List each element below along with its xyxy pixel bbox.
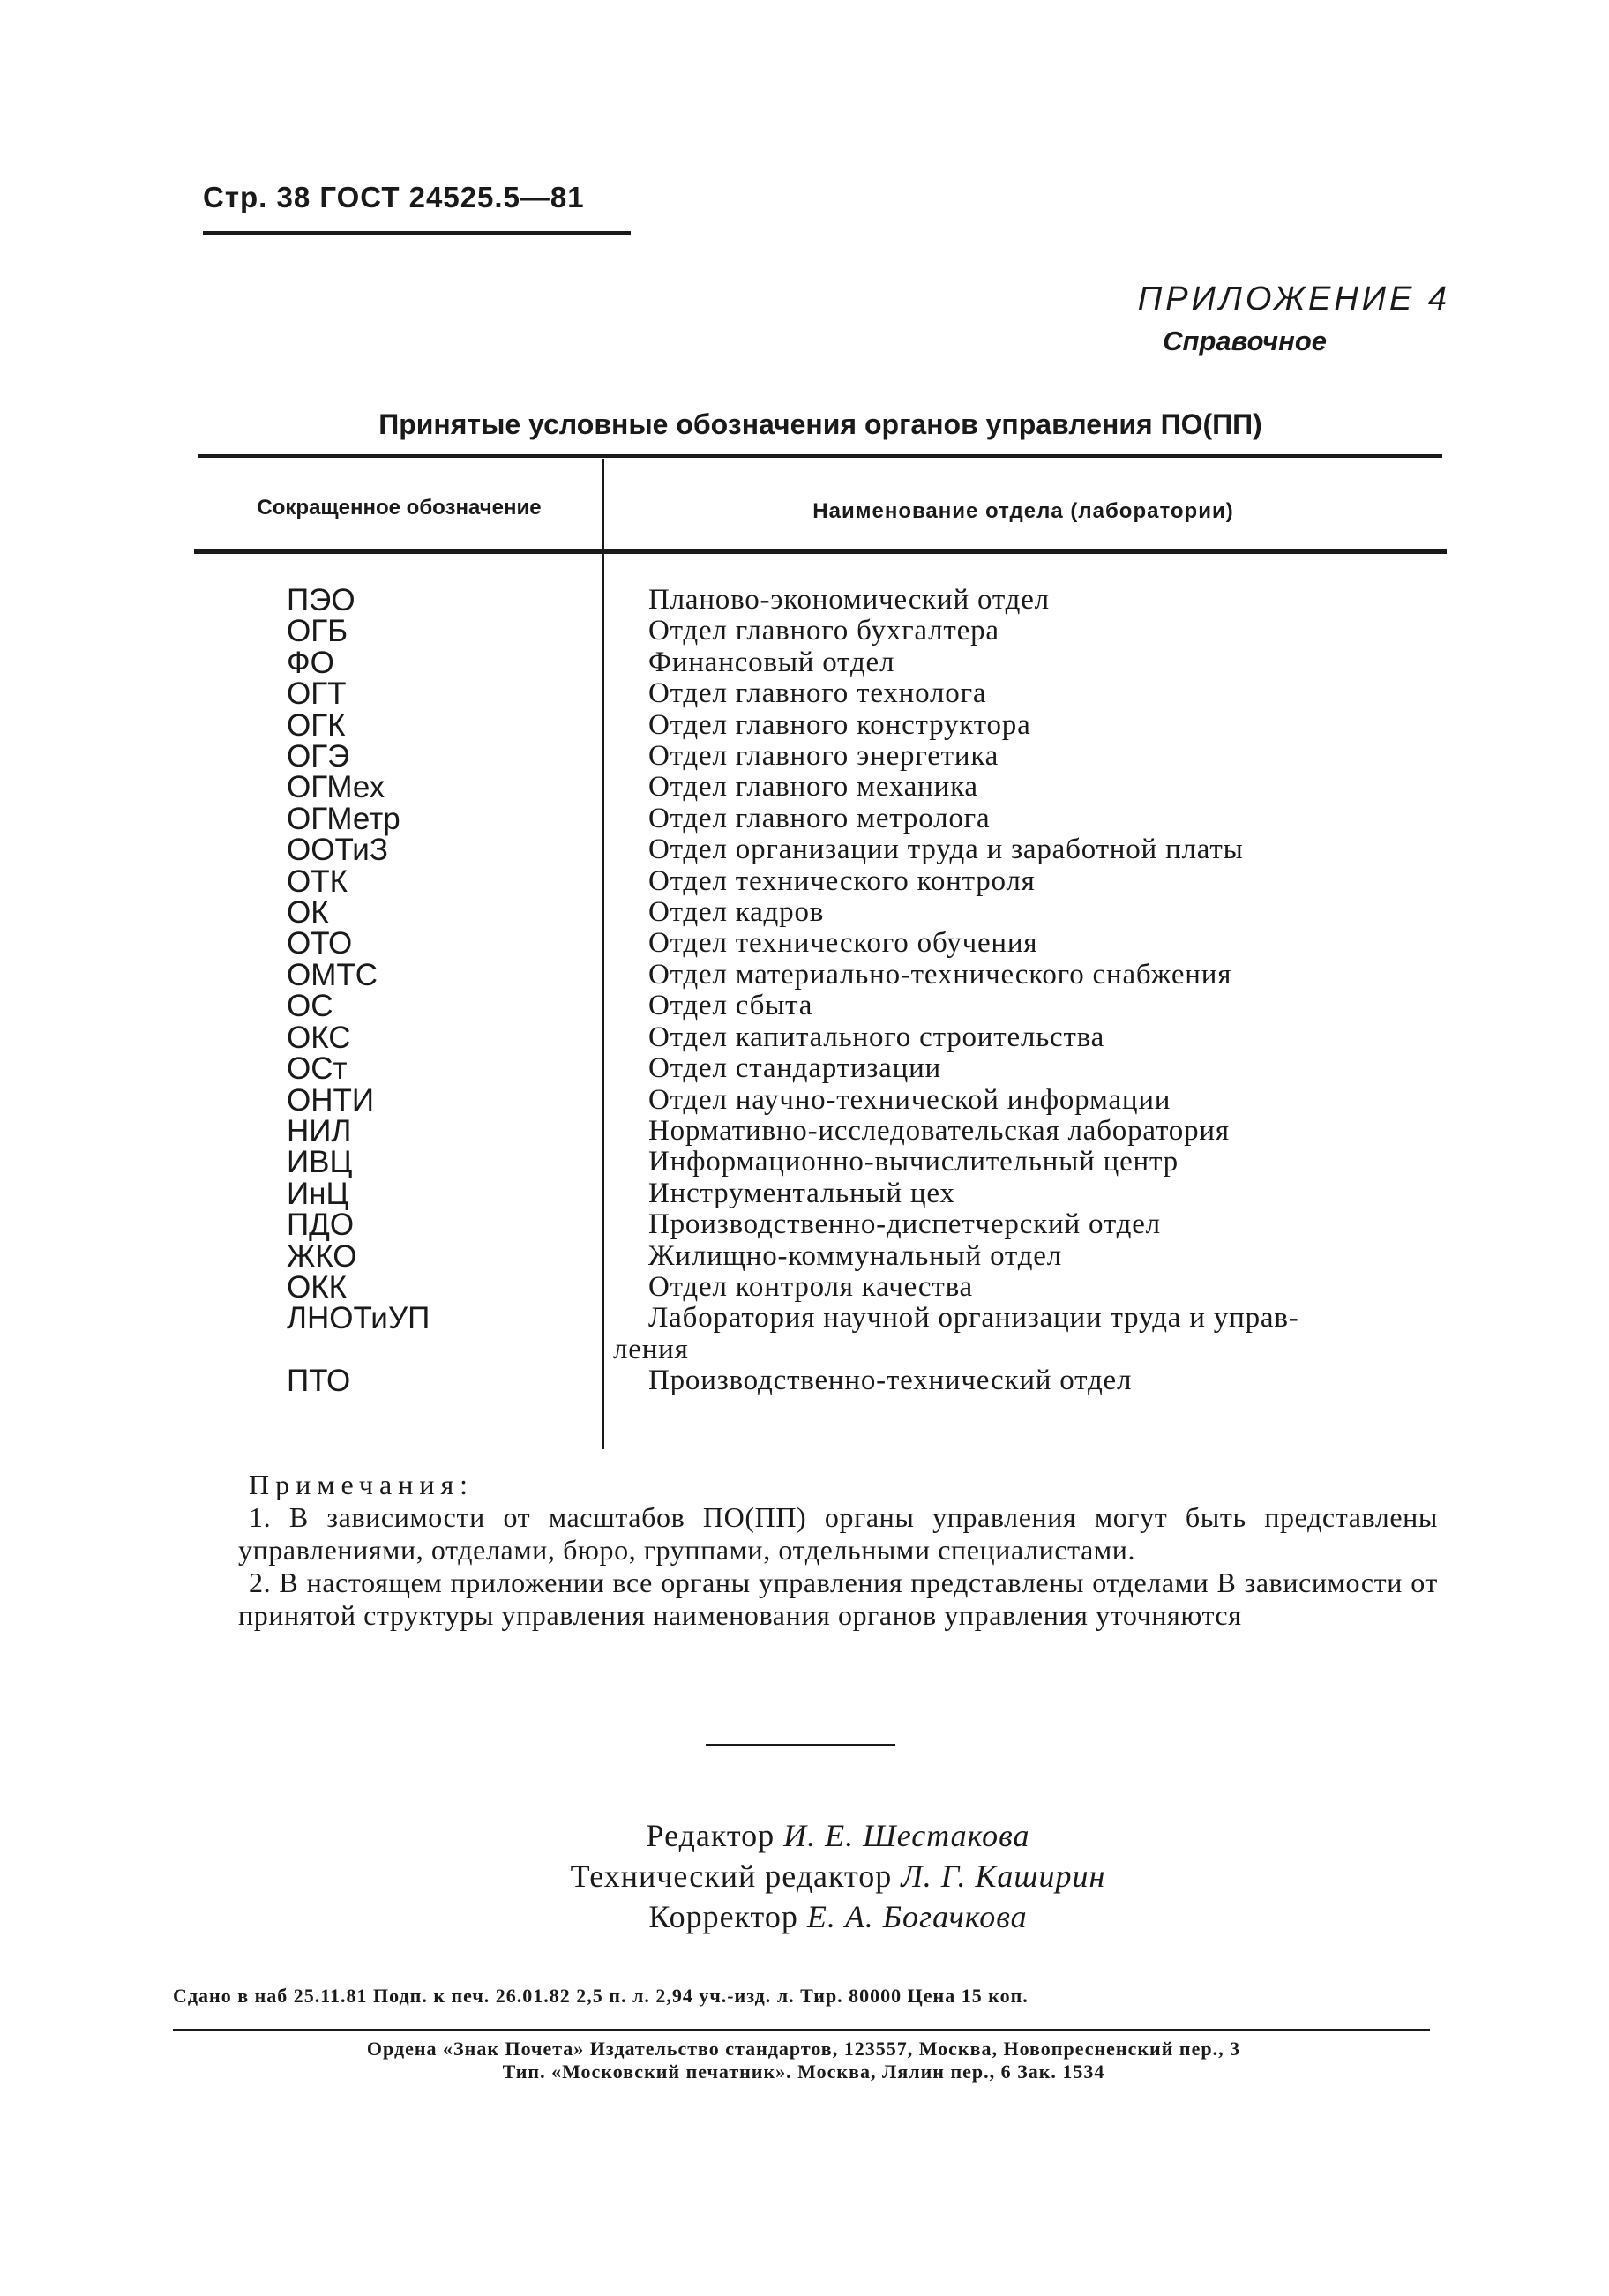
table-row xyxy=(198,928,1451,959)
table-row xyxy=(198,647,1451,678)
table-row xyxy=(198,1208,1451,1243)
table-title: Принятые условные обозначения органов управления ПО(ПП) xyxy=(378,408,1262,440)
notes-heading: Примечания: xyxy=(249,1469,475,1500)
abbr-cell: ИнЦ xyxy=(287,1176,349,1211)
note-item: 2. В настоящем приложении все органы управления представлены отделами В зависимости от принятой структуры управления наименования органов управления уточняются xyxy=(238,1567,1438,1631)
tech-editor-label: Технический редактор xyxy=(570,1858,893,1894)
name-line-1: Лаборатория научной организации труда и управ- xyxy=(648,1302,1299,1335)
abbr-cell: НИЛ xyxy=(287,1113,352,1148)
table-row xyxy=(198,1238,1451,1274)
table-row xyxy=(198,895,1451,931)
table-row xyxy=(198,616,1451,647)
table-row xyxy=(198,707,1451,743)
abbr-cell: ОМТС xyxy=(287,957,378,992)
abbr-cell: ИВЦ xyxy=(287,1145,353,1180)
abbr-cell: ОНТИ xyxy=(287,1082,375,1118)
table-row xyxy=(198,1303,1451,1365)
name-cell: Отдел главного бухгалтера xyxy=(648,615,999,647)
abbr-cell: ПЭО xyxy=(287,583,355,617)
notes-block xyxy=(238,1469,1438,1632)
editor-line xyxy=(441,1815,1235,1856)
credits-block xyxy=(441,1815,1235,1937)
name-cell: Производственно-диспетчерский отдел xyxy=(648,1208,1161,1241)
table-row xyxy=(198,1269,1451,1305)
abbr-cell: ПДО xyxy=(287,1208,355,1243)
abbr-cell: ФО xyxy=(287,645,334,680)
name-cell: Отдел главного механика xyxy=(648,771,978,804)
table-row xyxy=(198,1022,1451,1053)
page-header: Стр. 38 ГОСТ 24525.5—81 xyxy=(203,181,585,213)
table-row xyxy=(198,741,1451,772)
name-cell: Отдел главного конструктора xyxy=(648,708,1031,741)
name-cell: Отдел кадров xyxy=(648,896,825,929)
name-line-2: ления xyxy=(613,1333,689,1365)
name-cell: Планово-экономический отдел xyxy=(648,584,1050,616)
table-row xyxy=(198,1147,1451,1178)
name-cell: Нормативно-исследовательская лаборатория xyxy=(648,1114,1230,1147)
table-row xyxy=(198,585,1451,616)
note-item: 1. В зависимости от масштабов ПО(ПП) органы управления могут быть представлены управлениями, отделами, бюро, группами, отдельными специалистами. xyxy=(238,1501,1438,1566)
table-row xyxy=(198,772,1451,803)
name-cell: Отдел организации труда и заработной платы xyxy=(648,834,1244,866)
column-header-abbr: Сокращенное обозначение xyxy=(257,496,542,520)
table-row xyxy=(198,801,1451,836)
name-cell: Отдел технического контроля xyxy=(648,864,1036,897)
abbr-cell: ОТК xyxy=(287,864,348,899)
abbr-cell: ОГТ xyxy=(287,677,347,712)
tech-editor-name: Л. Г. Каширин xyxy=(901,1858,1106,1894)
name-cell: Отдел главного технолога xyxy=(648,677,987,710)
table-header-rule xyxy=(194,549,1447,554)
abbr-cell: ОГМех xyxy=(287,770,385,805)
table-row xyxy=(198,833,1451,868)
table-row xyxy=(198,1051,1451,1087)
abbr-cell: ОК xyxy=(287,895,329,931)
imprint-line-1: Сдано в наб 25.11.81 Подп. к печ. 26.01.82 2,5 п. л. 2,94 уч.-изд. л. Тир. 80000 Цена 15 коп. xyxy=(173,1985,1029,2007)
abbr-cell: ОКК xyxy=(287,1269,348,1305)
name-cell: Отдел стандартизации xyxy=(648,1052,941,1085)
name-cell: Отдел научно-технической информации xyxy=(648,1083,1171,1116)
abbr-cell: ПТО xyxy=(287,1364,351,1399)
tech-editor-line xyxy=(441,1856,1235,1896)
abbr-cell: ОКС xyxy=(287,1020,351,1055)
abbr-cell: ОГЭ xyxy=(287,739,350,774)
name-cell: Отдел контроля качества xyxy=(648,1270,973,1303)
editor-name: И. Е. Шестакова xyxy=(783,1818,1030,1853)
abbr-cell: ООТиЗ xyxy=(287,833,388,868)
table-row xyxy=(198,957,1451,992)
separator-rule xyxy=(706,1744,895,1746)
table-body xyxy=(198,585,1451,1397)
name-cell: Производственно-технический отдел xyxy=(648,1365,1133,1397)
abbr-cell: ОС xyxy=(287,989,333,1024)
abbr-cell: ЖКО xyxy=(287,1238,357,1274)
table-row xyxy=(198,1364,1451,1399)
appendix-subtitle: Справочное xyxy=(1163,325,1327,356)
name-cell: Жилищно-коммунальный отдел xyxy=(648,1239,1063,1272)
table-row xyxy=(198,866,1451,897)
name-cell: Информационно-вычислительный центр xyxy=(648,1146,1179,1178)
header-rule xyxy=(203,231,631,235)
table-row xyxy=(198,989,1451,1024)
abbr-cell: ОТО xyxy=(287,926,353,961)
name-cell: Отдел главного метролога xyxy=(648,802,991,834)
name-cell: Отдел материально-технического снабжения xyxy=(648,958,1232,991)
corrector-line xyxy=(441,1896,1235,1937)
imprint-rule xyxy=(173,2029,1430,2031)
corrector-label: Корректор xyxy=(648,1899,798,1934)
name-cell: Отдел технического обучения xyxy=(648,927,1038,960)
table-row xyxy=(198,1178,1451,1209)
name-cell: Инструментальный цех xyxy=(648,1177,955,1209)
abbr-cell: ОГК xyxy=(287,707,346,743)
column-header-name: Наименование отдела (лаборатории) xyxy=(812,499,1234,523)
name-cell: Отдел сбыта xyxy=(648,990,813,1022)
table-row xyxy=(198,1113,1451,1148)
name-cell: Отдел капитального строительства xyxy=(648,1021,1105,1053)
appendix-title: ПРИЛОЖЕНИЕ 4 xyxy=(1137,280,1450,318)
abbr-cell: ОГБ xyxy=(287,614,348,649)
abbr-cell: ЛНОТиУП xyxy=(287,1301,430,1336)
imprint-line-2: Ордена «Знак Почета» Издательство стандартов, 123557, Москва, Новопресненский пер., 3 xyxy=(366,2038,1241,2060)
abbr-cell: ОГМетр xyxy=(287,801,400,836)
name-cell: Отдел главного энергетика xyxy=(648,740,999,773)
editor-label: Редактор xyxy=(646,1818,775,1853)
imprint-publisher xyxy=(173,2038,1434,2083)
corrector-name: Е. А. Богачкова xyxy=(806,1899,1028,1934)
name-cell: Финансовый отдел xyxy=(648,646,895,678)
table-row xyxy=(198,1082,1451,1118)
abbr-cell: ОСт xyxy=(287,1051,348,1087)
appendix-block xyxy=(1138,280,1450,357)
name-cell xyxy=(604,1303,1451,1365)
imprint-line-3: Тип. «Московский печатник». Москва, Лялин пер., 6 Зак. 1534 xyxy=(502,2060,1105,2083)
table-row xyxy=(198,677,1451,712)
table-top-rule xyxy=(198,454,1442,458)
